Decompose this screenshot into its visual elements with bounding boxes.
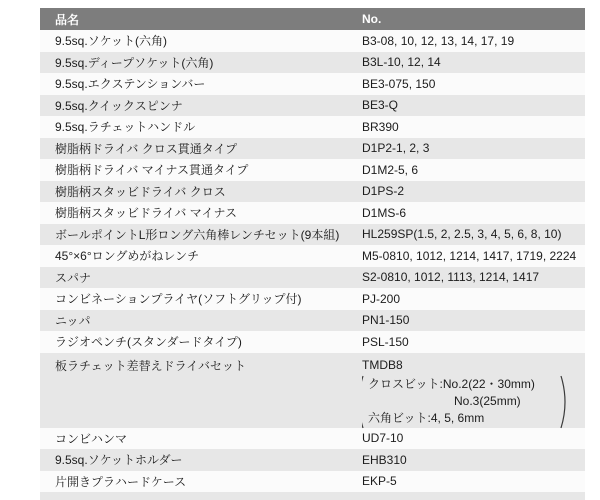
model-no: EHB310 bbox=[362, 452, 407, 467]
model-no: PJ-200 bbox=[362, 291, 401, 306]
model-no: BR390 bbox=[362, 119, 399, 134]
table-body bbox=[40, 30, 585, 492]
product-name: コンビネーションプライヤ(ソフトグリップ付) bbox=[55, 292, 302, 307]
product-name: ラジオペンチ(スタンダードタイプ) bbox=[55, 335, 242, 350]
table-row bbox=[40, 267, 585, 289]
right-parenthesis-icon bbox=[560, 375, 570, 429]
product-name: 9.5sq.ソケットホルダー bbox=[55, 453, 183, 468]
model-no-group bbox=[362, 353, 585, 429]
model-no: B3-08, 10, 12, 13, 14, 17, 19 bbox=[362, 33, 515, 48]
table-row bbox=[40, 116, 585, 138]
table-row bbox=[40, 310, 585, 332]
product-name: 45°×6°ロングめがねレンチ bbox=[55, 249, 200, 264]
model-no: D1PS-2 bbox=[362, 184, 405, 199]
product-name: 板ラチェット差替えドライバセット bbox=[55, 358, 247, 373]
table-row bbox=[40, 138, 585, 160]
product-name: 9.5sq.ラチェットハンドル bbox=[55, 120, 196, 135]
model-no: TMDB8 bbox=[362, 357, 403, 372]
model-no: UD7-10 bbox=[362, 431, 404, 446]
model-no: EKP-5 bbox=[362, 474, 397, 489]
cross-bit-line: クロスビット:No.2(22・30mm) bbox=[368, 377, 535, 391]
table-row bbox=[40, 245, 585, 267]
table-row-tmdb8 bbox=[40, 353, 585, 428]
table-row bbox=[40, 181, 585, 203]
table-row bbox=[40, 95, 585, 117]
product-name: 樹脂柄ドライバ クロス貫通タイプ bbox=[55, 141, 238, 156]
table-row bbox=[40, 224, 585, 246]
table-row bbox=[40, 331, 585, 353]
product-name: スパナ bbox=[55, 270, 92, 285]
model-no: S2-0810, 1012, 1113, 1214, 1417 bbox=[362, 270, 540, 285]
table-row bbox=[40, 288, 585, 310]
partial-next-row bbox=[40, 492, 585, 500]
model-no: BE3-075, 150 bbox=[362, 76, 436, 91]
table-row bbox=[40, 202, 585, 224]
table-row bbox=[40, 73, 585, 95]
hex-bit-line: 六角ビット:4, 5, 6mm bbox=[368, 411, 485, 425]
product-name: 9.5sq.ディープソケット(六角) bbox=[55, 55, 214, 70]
model-no: HL259SP(1.5, 2, 2.5, 3, 4, 5, 6, 8, 10) bbox=[362, 227, 562, 242]
table-row bbox=[40, 449, 585, 471]
model-no: BE3-Q bbox=[362, 98, 399, 113]
model-no: PSL-150 bbox=[362, 334, 409, 349]
product-name: コンビハンマ bbox=[55, 431, 128, 446]
product-name: 樹脂柄スタッビドライバ クロス bbox=[55, 184, 226, 199]
tmdb8-bit-detail bbox=[362, 375, 585, 429]
table-row bbox=[40, 159, 585, 181]
product-name: 樹脂柄スタッビドライバ マイナス bbox=[55, 206, 238, 221]
table-row bbox=[40, 428, 585, 450]
model-no: PN1-150 bbox=[362, 313, 410, 328]
product-name: 9.5sq.クイックスピンナ bbox=[55, 98, 183, 113]
model-no: B3L-10, 12, 14 bbox=[362, 55, 441, 70]
table-row bbox=[40, 52, 585, 74]
product-name: ニッパ bbox=[55, 313, 91, 328]
header-product-name: 品名 bbox=[55, 12, 80, 27]
product-name: 樹脂柄ドライバ マイナス貫通タイプ bbox=[55, 163, 249, 178]
product-spec-table bbox=[40, 8, 585, 492]
model-no: D1P2-1, 2, 3 bbox=[362, 141, 430, 156]
model-no: D1MS-6 bbox=[362, 205, 407, 220]
product-name: 9.5sq.エクステンションバー bbox=[55, 77, 206, 92]
cross-bit-line2: No.3(25mm) bbox=[454, 394, 521, 408]
model-no: D1M2-5, 6 bbox=[362, 162, 419, 177]
product-name: ボールポイントL形ロング六角棒レンチセット(9本組) bbox=[55, 227, 340, 242]
product-name: 片開きプラハードケース bbox=[55, 474, 187, 489]
product-name: 9.5sq.ソケット(六角) bbox=[55, 34, 167, 49]
table-row bbox=[40, 30, 585, 52]
model-no: M5-0810, 1012, 1214, 1417, 1719, 2224 bbox=[362, 248, 577, 263]
bit-detail-lines bbox=[364, 376, 560, 427]
header-model-no: No. bbox=[362, 12, 382, 26]
table-header-row bbox=[40, 8, 585, 30]
table-row bbox=[40, 471, 585, 493]
